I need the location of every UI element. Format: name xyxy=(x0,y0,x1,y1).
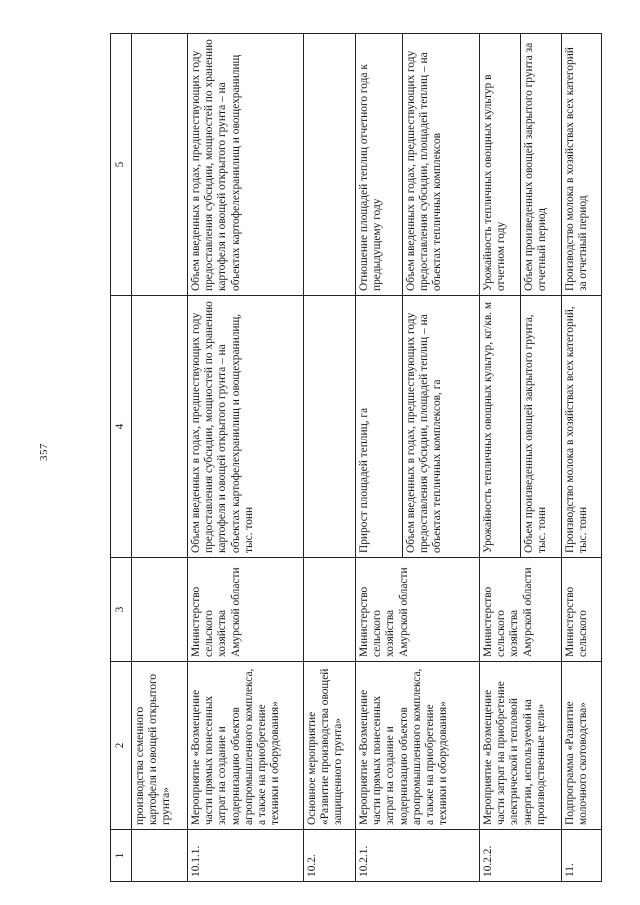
header-col-2: 2 xyxy=(111,662,132,830)
indicator-top: Прирост площадей теплиц, га xyxy=(356,296,403,557)
indicator-split xyxy=(480,296,562,558)
event-name: Мероприятие «Возмещение части затрат на приобретение электрической и тепловой энергии, используемой на производственные цели» xyxy=(480,662,562,830)
executor xyxy=(304,558,356,662)
event-name: Мероприятие «Возмещение части прямых понесенных затрат на создание и модернизацию объектов агропромышленного комплекса, а также на приобретение техники и оборудования» xyxy=(188,662,304,830)
executor xyxy=(132,558,188,662)
measures-table xyxy=(110,33,602,882)
header-col-1: 1 xyxy=(111,830,132,882)
table-row xyxy=(562,34,602,882)
method xyxy=(132,34,188,296)
method-bottom: Объем введенных в годах, предшествующих году предоставления субсидии, площадей теплиц – на объектах тепличных комплексов xyxy=(405,50,444,291)
table-row xyxy=(480,34,562,882)
executor: Министерство сельского хозяйства Амурской области xyxy=(480,558,562,662)
page-number: 357 xyxy=(38,443,50,461)
indicator-bottom: Объем произведенных овощей закрытого грунта, тыс. тонн xyxy=(523,314,549,553)
method-bottom: Объем произведенных овощей закрытого грунта за отчетный период xyxy=(523,42,549,291)
event-name: Подпрограмма «Развитие молочного скотоводства» xyxy=(562,662,602,830)
table-row xyxy=(132,34,188,882)
header-row xyxy=(111,34,132,882)
indicator xyxy=(132,296,188,558)
executor: Министерство сельского хозяйства Амурской области xyxy=(356,558,480,662)
row-number xyxy=(132,830,188,882)
row-number: 11. xyxy=(562,830,602,882)
method: Производство молока в хозяйствах всех категорий за отчетный период xyxy=(562,34,602,296)
executor: Министерство сельского хозяйства Амурской области xyxy=(188,558,304,662)
rotated-table-container xyxy=(110,34,600,882)
indicator-split xyxy=(356,296,480,558)
indicator: Объем введенных в годах, предшествующих году предоставления субсидии, мощностей по хранению картофеля и овощей открытого грунта – на объектах картофелехранилищ и овощехранилищ, тыс. тонн xyxy=(188,296,304,558)
event-name: Основное мероприятие «Развитие производства овощей защищенного грунта» xyxy=(304,662,356,830)
method-top: Урожайность тепличных овощных культур в отчетном году xyxy=(480,34,521,295)
row-number: 10.2. xyxy=(304,830,356,882)
method xyxy=(304,34,356,296)
executor: Министерство сельского xyxy=(562,558,602,662)
table-row xyxy=(356,34,480,882)
event-name: производства семенного картофеля и овощей открытого грунта» xyxy=(132,662,188,830)
table-row xyxy=(188,34,304,882)
method-top: Отношение площадей теплиц отчетного года к предыдущему году xyxy=(356,34,403,295)
indicator-bottom: Объем введенных в годах, предшествующих году предоставления субсидии, площадей теплиц – на объектах тепличных комплексов, га xyxy=(405,312,444,553)
event-name: Мероприятие «Возмещение части прямых понесенных затрат на создание и модернизацию объектов агропромышленного комплекса, а также на приобретение техники и оборудования» xyxy=(356,662,480,830)
row-number: 10.2.1. xyxy=(356,830,480,882)
header-col-4: 4 xyxy=(111,296,132,558)
row-number: 10.2.2. xyxy=(480,830,562,882)
header-col-3: 3 xyxy=(111,558,132,662)
method: Объем введенных в годах, предшествующих году предоставления субсидии, мощностей по хранению картофеля и овощей открытого грунта – на объектах картофелехранилищ и овощехранилищ xyxy=(188,34,304,296)
indicator: Производство молока в хозяйствах всех категорий, тыс. тонн xyxy=(562,296,602,558)
indicator-top: Урожайность тепличных овощных культур, кг/кв. м xyxy=(480,296,521,557)
table-row xyxy=(304,34,356,882)
indicator xyxy=(304,296,356,558)
header-col-5: 5 xyxy=(111,34,132,296)
method-split xyxy=(356,34,480,296)
method-split xyxy=(480,34,562,296)
row-number: 10.1.1. xyxy=(188,830,304,882)
